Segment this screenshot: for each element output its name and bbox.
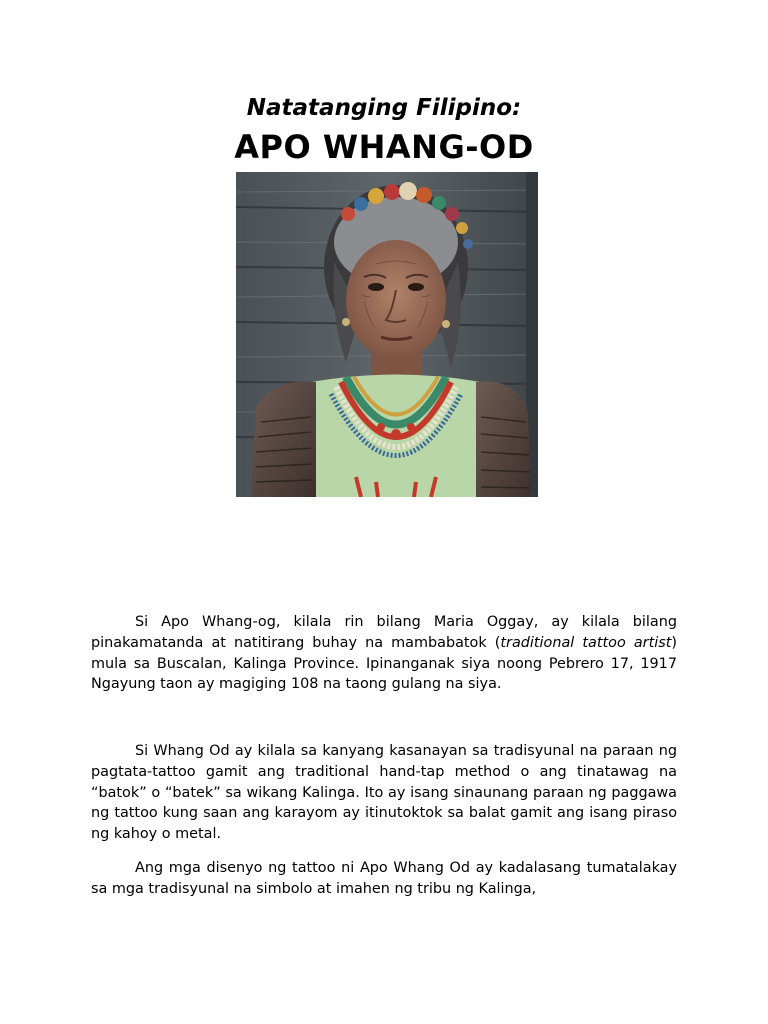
document-title: APO WHANG-OD [234,128,534,166]
paragraph-1-italic: traditional tattoo artist [500,634,672,651]
paragraph-1-text-end: ) mula sa Buscalan, Kalinga Province. Ipinanganak siya noong Pebrero 17, 1917 Ngayung taon ay magiging 108 na taong gulang na siya. [91,634,677,693]
paragraph-3: Ang mga disenyo ng tattoo ni Apo Whang Od ay kadalasang tumatalakay sa mga tradisyunal na simbolo at imahen ng tribu ng Kalinga, [91,860,677,897]
paragraph-2: Si Whang Od ay kilala sa kanyang kasanayan sa tradisyunal na paraan ng pagtata-tattoo gamit ang traditional hand-tap method o ang tinatawag na “batok” o “batek” sa wikang Kalinga. Ito ay isang sinaunang paraan ng paggawa ng tattoo kung saan ang karayom ay itinutoktok sa balat gamit ang isang piraso ng kahoy o metal. [91,743,677,843]
paragraph-1-text: Si Apo Whang-og, kilala rin bilang Maria Oggay, ay kilala bilang pinakamatanda at natitirang buhay na mambabatok ( [91,614,677,651]
document-subtitle: Natatanging Filipino: [246,95,522,121]
